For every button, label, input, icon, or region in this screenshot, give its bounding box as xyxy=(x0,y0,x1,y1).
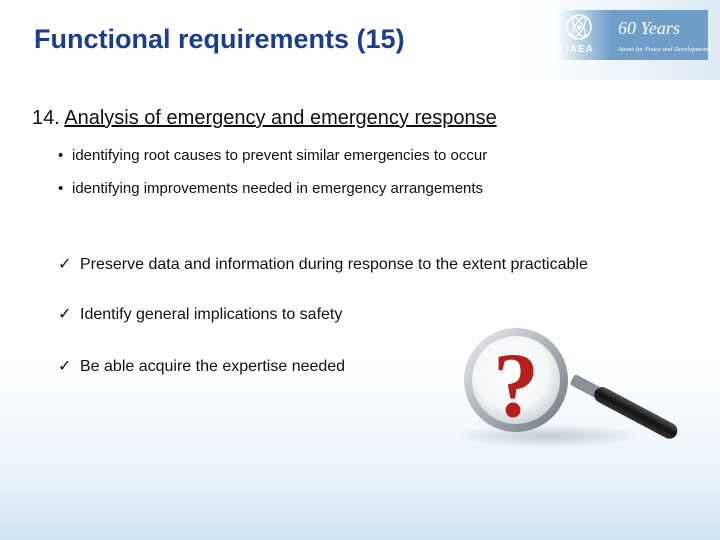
check-icon: ✓ xyxy=(58,256,72,273)
bullet-text: identifying root causes to prevent similar emergencies to occur xyxy=(72,147,488,164)
slide-title: Functional requirements (15) xyxy=(34,24,405,54)
checklist-text: Be able acquire the expertise needed xyxy=(80,358,346,375)
magnifier-question-icon xyxy=(428,322,678,452)
checklist-text: Identify general implications to safety xyxy=(80,306,343,323)
bullet-icon: • xyxy=(58,180,64,197)
checklist-item xyxy=(58,304,342,324)
iaea-logo xyxy=(558,10,708,60)
logo-org: IAEA xyxy=(566,44,594,55)
bullet-item xyxy=(58,180,483,197)
logo-years: 60 Years xyxy=(618,18,680,38)
section-number: 14. xyxy=(32,107,60,129)
checklist-text: Preserve data and information during response to the extent practicable xyxy=(80,256,588,273)
iaea-emblem-icon xyxy=(564,12,594,42)
check-icon: ✓ xyxy=(58,358,72,375)
bullet-text: identifying improvements needed in emergency arrangements xyxy=(72,180,484,197)
section-heading xyxy=(32,107,497,130)
logo-tagline: Atoms for Peace and Development xyxy=(618,46,709,53)
check-icon: ✓ xyxy=(58,306,72,323)
checklist-item xyxy=(58,356,345,376)
section-heading-text: Analysis of emergency and emergency response xyxy=(64,107,497,129)
bullet-icon: • xyxy=(58,147,64,164)
checklist-item xyxy=(58,254,588,274)
svg-text:?: ? xyxy=(493,334,539,436)
bullet-item xyxy=(58,147,487,164)
